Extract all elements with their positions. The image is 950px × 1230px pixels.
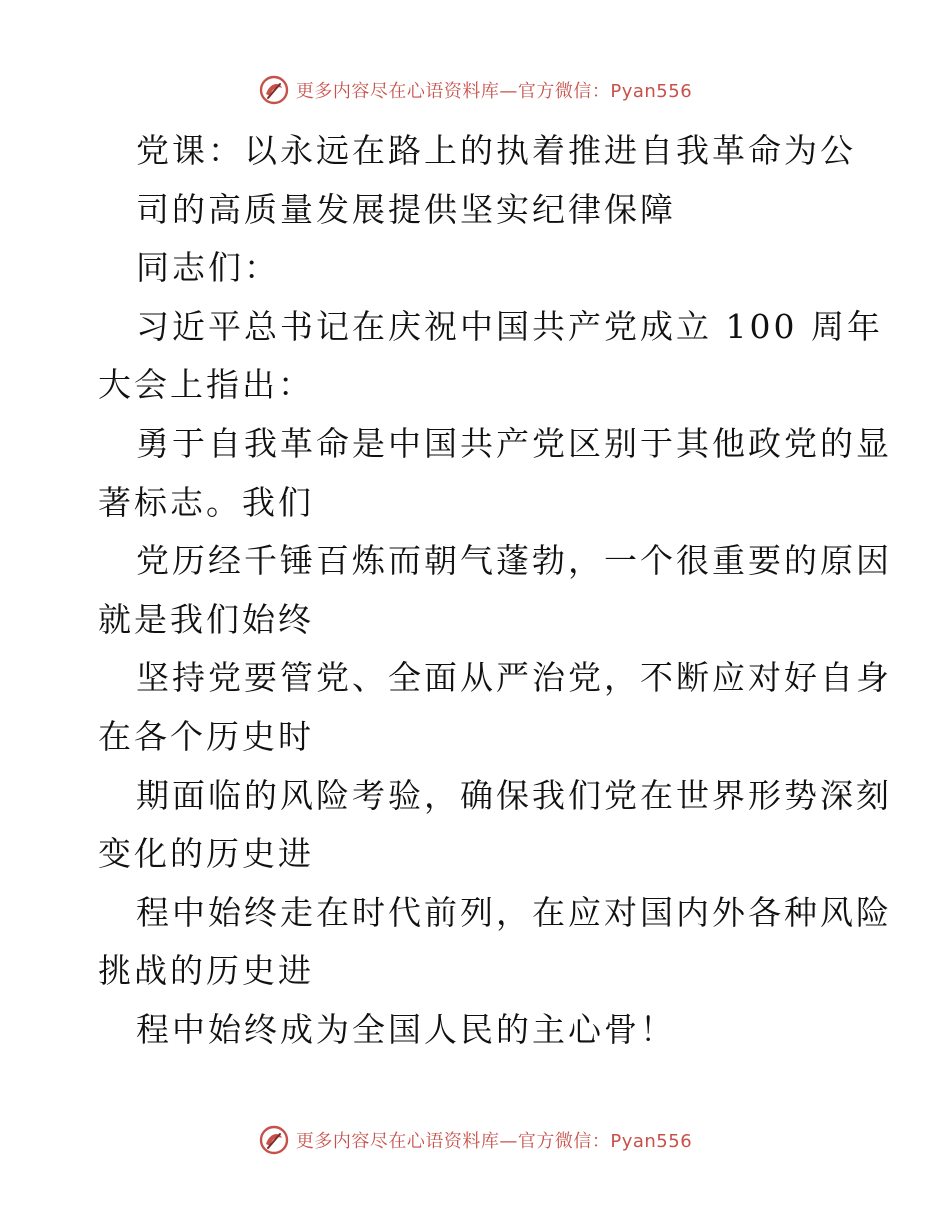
paragraph-line: 党历经千锤百炼而朝气蓬勃，一个很重要的原因	[136, 541, 892, 581]
paragraph-line: 在各个历史时	[98, 716, 314, 756]
paragraph-line: 期面临的风险考验，确保我们党在世界形势深刻	[136, 775, 892, 815]
paragraph-line: 就是我们始终	[98, 599, 314, 639]
document-body	[98, 122, 892, 1060]
brand-swirl-logo-icon	[258, 1124, 290, 1156]
paragraph-line: 同志们：	[136, 248, 280, 288]
brand-swirl-logo-icon	[258, 74, 290, 106]
watermark-text: 更多内容尽在心语资料库—官方微信：Pyan556	[295, 1131, 693, 1152]
paragraph-line: 勇于自我革命是中国共产党区别于其他政党的显	[136, 423, 892, 463]
document-title-line: 党课：以永远在路上的执着推进自我革命为公	[136, 131, 856, 170]
header-watermark	[0, 70, 950, 110]
footer-watermark	[0, 1120, 950, 1160]
paragraph-line: 程中始终走在时代前列，在应对国内外各种风险	[136, 892, 892, 932]
watermark-text: 更多内容尽在心语资料库—官方微信：Pyan556	[295, 81, 693, 102]
paragraph-line: 著标志。我们	[98, 482, 314, 522]
paragraph-line: 挑战的历史进	[98, 951, 314, 991]
paragraph-line: 坚持党要管党、全面从严治党，不断应对好自身	[136, 658, 892, 698]
paragraph-line: 习近平总书记在庆祝中国共产党成立 100 周年	[136, 306, 883, 346]
paragraph-line: 大会上指出：	[98, 365, 314, 405]
paragraph-line: 变化的历史进	[98, 834, 314, 874]
document-title-line: 司的高质量发展提供坚实纪律保障	[136, 189, 676, 229]
paragraph-line: 程中始终成为全国人民的主心骨！	[136, 1009, 676, 1049]
